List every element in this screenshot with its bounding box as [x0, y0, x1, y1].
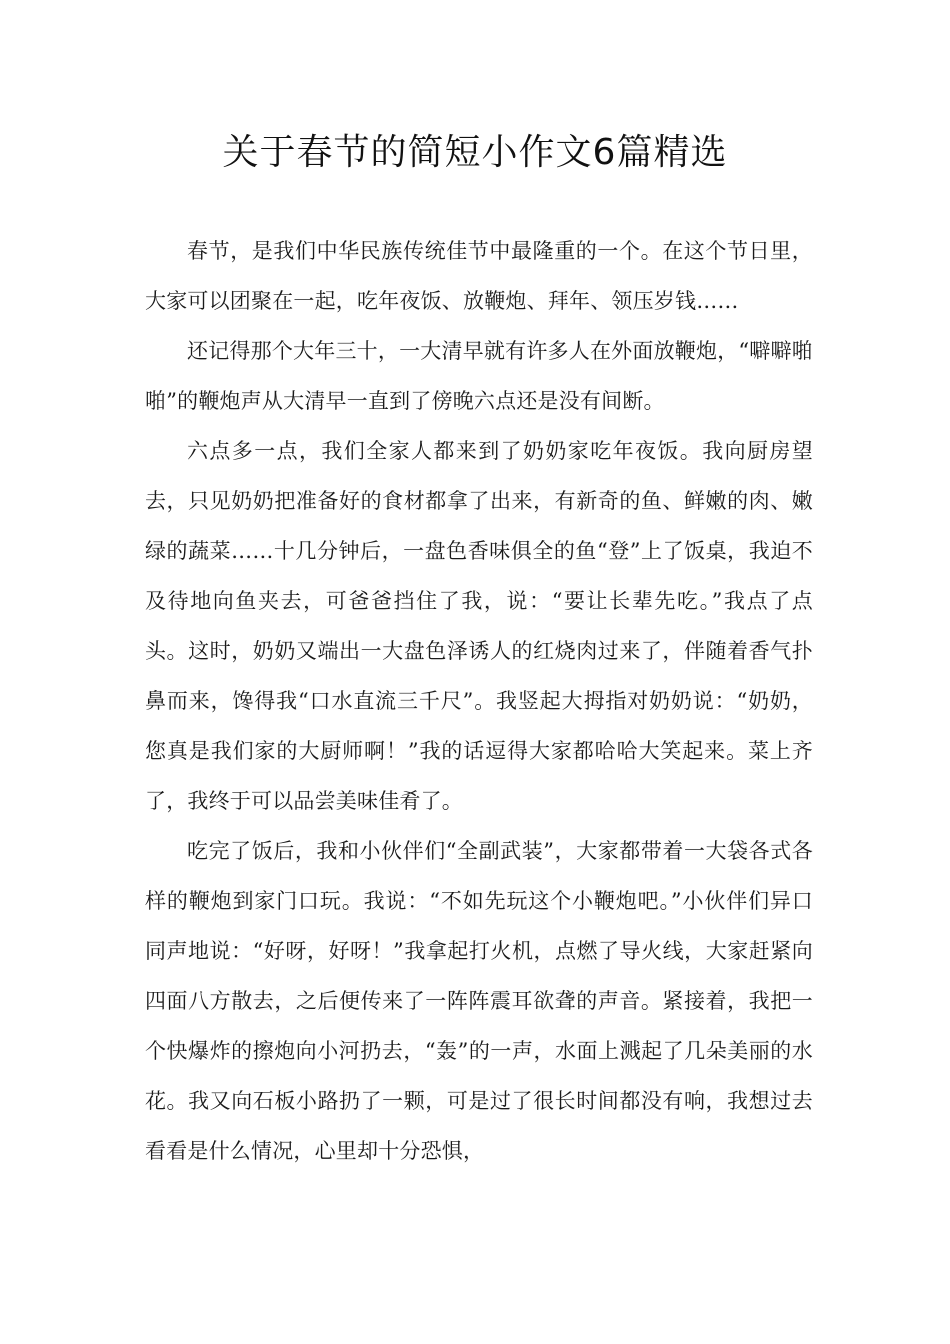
paragraph-1: 春节，是我们中华民族传统佳节中最隆重的一个。在这个节日里，大家可以团聚在一起，吃年夜饭、放鞭炮、拜年、领压岁钱……: [145, 239, 813, 313]
document-body: [145, 226, 813, 1176]
paragraph-2: 还记得那个大年三十，一大清早就有许多人在外面放鞭炮，“噼噼啪啪”的鞭炮声从大清早一直到了傍晚六点还是没有间断。: [145, 339, 813, 413]
paragraph-3: 六点多一点，我们全家人都来到了奶奶家吃年夜饭。我向厨房望去，只见奶奶把准备好的食材都拿了出来，有新奇的鱼、鲜嫩的肉、嫩绿的蔬菜……十几分钟后，一盘色香味俱全的鱼“登”上了饭桌，我迫不及待地向鱼夹去，可爸爸挡住了我，说：“要让长辈先吃。”我点了点头。这时，奶奶又端出一大盘色泽诱人的红烧肉过来了，伴随着香气扑鼻而来，馋得我“口水直流三千尺”。我竖起大拇指对奶奶说：“奶奶，您真是我们家的大厨师啊！”我的话逗得大家都哈哈大笑起来。菜上齐了，我终于可以品尝美味佳肴了。: [145, 439, 813, 813]
paragraph-4: 吃完了饭后，我和小伙伴们“全副武装”，大家都带着一大袋各式各样的鞭炮到家门口玩。我说：“不如先玩这个小鞭炮吧。”小伙伴们异口同声地说：“好呀，好呀！”我拿起打火机，点燃了导火线，大家赶紧向四面八方散去，之后便传来了一阵阵震耳欲聋的声音。紧接着，我把一个快爆炸的擦炮向小河扔去，“轰”的一声，水面上溅起了几朵美丽的水花。我又向石板小路扔了一颗，可是过了很长时间都没有响，我想过去看看是什么情况，心里却十分恐惧，: [145, 839, 813, 1163]
document-title: 关于春节的简短小作文6篇精选: [222, 132, 728, 173]
